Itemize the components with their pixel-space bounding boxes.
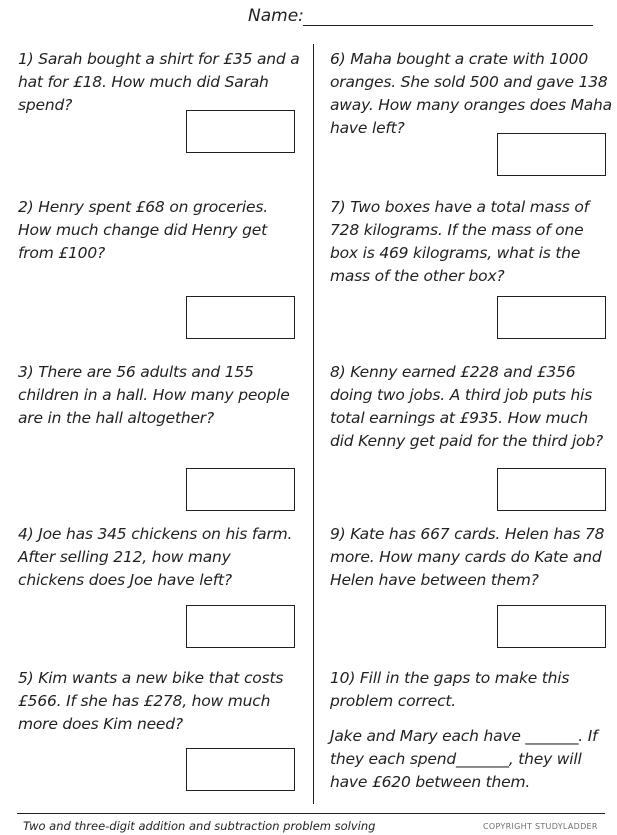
answer-box-2[interactable] xyxy=(186,296,295,339)
question-3 xyxy=(18,361,300,430)
answer-box-9[interactable] xyxy=(497,605,606,648)
answer-box-3[interactable] xyxy=(186,468,295,511)
answer-box-8[interactable] xyxy=(497,468,606,511)
question-1 xyxy=(18,48,300,117)
answer-box-7[interactable] xyxy=(497,296,606,339)
question-text: 2) Henry spent £68 on groceries. How much change did Henry get from £100? xyxy=(18,198,268,262)
name-label: Name: xyxy=(248,6,304,26)
column-divider xyxy=(313,44,314,804)
question-text: 1) Sarah bought a shirt for £35 and a hat for £18. How much did Sarah spend? xyxy=(18,50,300,114)
question-text: 9) Kate has 667 cards. Helen has 78 more. How many cards do Kate and Helen have between them? xyxy=(330,525,605,589)
question-8 xyxy=(330,361,612,453)
question-6 xyxy=(330,48,612,140)
answer-box-1[interactable] xyxy=(186,110,295,153)
answer-box-6[interactable] xyxy=(497,133,606,176)
name-input-line[interactable] xyxy=(303,25,593,26)
worksheet-subtitle: Two and three-digit addition and subtraction problem solving xyxy=(23,819,376,833)
footer-rule xyxy=(17,813,605,814)
question-text: 7) Two boxes have a total mass of 728 kilograms. If the mass of one box is 469 kilograms, what is the mass of the other box? xyxy=(330,198,589,285)
gap-fill-text[interactable]: Jake and Mary each have _______. If they each spend_______, they will have £620 between them. xyxy=(330,727,598,791)
copyright-text: COPYRIGHT STUDYLADDER xyxy=(483,822,598,831)
question-text: 5) Kim wants a new bike that costs £566. If she has £278, how much more does Kim need? xyxy=(18,669,284,733)
question-7 xyxy=(330,196,612,288)
question-10 xyxy=(330,667,612,794)
question-text: 4) Joe has 345 chickens on his farm. After selling 212, how many chickens does Joe have left? xyxy=(18,525,293,589)
question-4 xyxy=(18,523,300,592)
question-2 xyxy=(18,196,300,265)
question-9 xyxy=(330,523,612,592)
question-text: 3) There are 56 adults and 155 children in a hall. How many people are in the hall altogether? xyxy=(18,363,290,427)
question-text: 8) Kenny earned £228 and £356 doing two jobs. A third job puts his total earnings at £935. How much did Kenny get paid for the third job? xyxy=(330,363,604,450)
question-text: 6) Maha bought a crate with 1000 oranges. She sold 500 and gave 138 away. How many oranges does Maha have left? xyxy=(330,50,612,137)
answer-box-5[interactable] xyxy=(186,748,295,791)
question-5 xyxy=(18,667,300,736)
answer-box-4[interactable] xyxy=(186,605,295,648)
question-text: 10) Fill in the gaps to make this problem correct. xyxy=(330,669,570,710)
